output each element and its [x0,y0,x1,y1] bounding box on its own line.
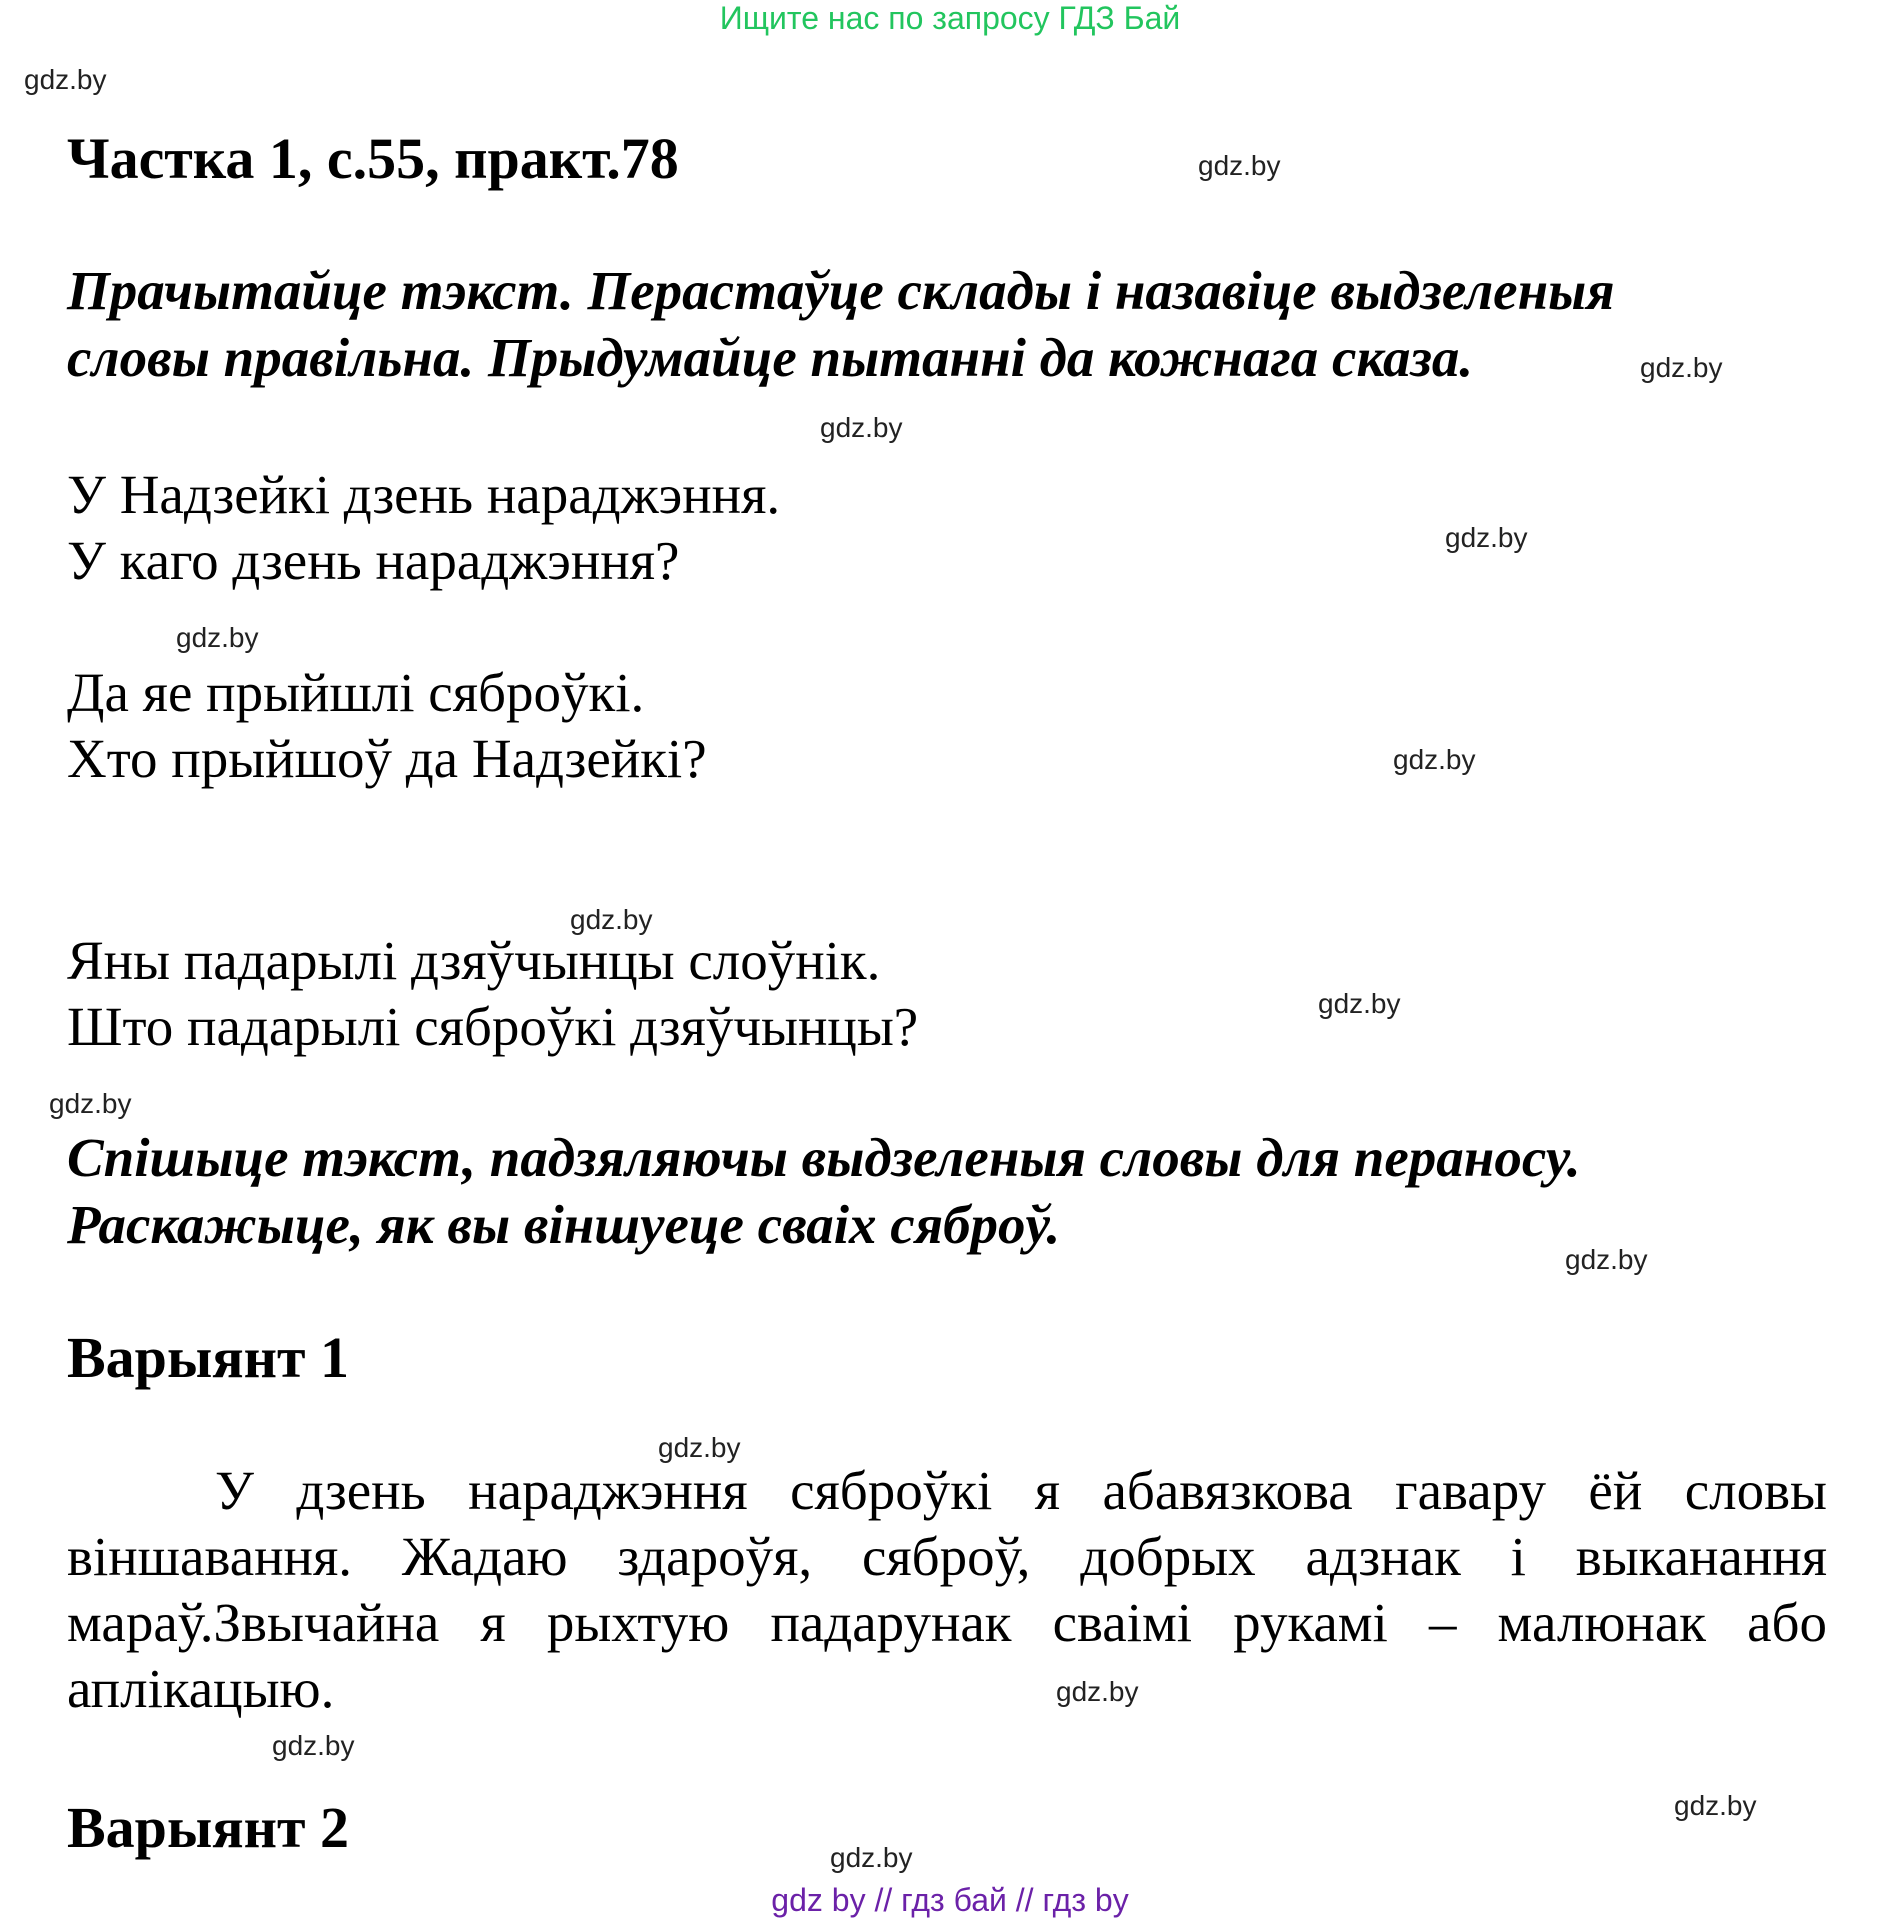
question-line: Што падарылі сяброўкі дзяўчынцы? [67,996,919,1057]
watermark: gdz.by [24,64,107,95]
watermark: gdz.by [658,1432,741,1463]
variant-heading: Варыянт 1 [67,1325,350,1390]
watermark: gdz.by [1445,522,1528,553]
watermark: gdz.by [830,1842,913,1873]
watermark: gdz.by [1674,1790,1757,1821]
statement-line: Да яе прыйшлі сяброўкі. [67,662,645,723]
task-instruction-line: словы правільна. Прыдумайце пытанні да кожнага сказа. [67,327,1474,388]
statement-line: Яны падарылі дзяўчынцы слоўнік. [67,930,881,991]
task-instruction-line: Спішыце тэкст, падзяляючы выдзеленыя словы для пераносу. [67,1127,1581,1188]
watermark: gdz.by [1198,150,1281,181]
task-instruction-line: Прачытайце тэкст. Перастаўце склады і назавіце выдзеленыя [67,260,1615,321]
footer-links: gdz by // гдз бай // гдз by [771,1882,1129,1918]
task-instruction-line: Раскажыце, як вы віншуеце сваіх сяброў. [67,1194,1061,1255]
top-banner: Ищите нас по запросу ГДЗ Бай [719,0,1181,36]
statement-line: У Надзейкі дзень нараджэння. [67,464,781,525]
watermark: gdz.by [1393,744,1476,775]
question-line: Хто прыйшоў да Надзейкі? [67,728,707,789]
watermark: gdz.by [1056,1676,1139,1707]
question-line: У каго дзень нараджэння? [67,530,680,591]
watermark: gdz.by [176,622,259,653]
watermark: gdz.by [820,412,903,443]
watermark: gdz.by [1318,988,1401,1019]
watermark: gdz.by [570,904,653,935]
variant-paragraph: У дзень нараджэння сяброўкі я абавязкова гавару ёй словы віншавання. Жадаю здароўя, сяброў, добрых адзнак і выканання мараў.Звычайна я рыхтую падарунак сваімі рукамі – малюнак або аплікацыю. [67,1460,1827,1719]
watermark: gdz.by [272,1730,355,1761]
watermark: gdz.by [1640,352,1723,383]
variant-heading: Варыянт 2 [67,1795,350,1860]
watermark: gdz.by [1565,1244,1648,1275]
page-title: Частка 1, с.55, практ.78 [67,126,679,191]
watermark: gdz.by [49,1088,132,1119]
